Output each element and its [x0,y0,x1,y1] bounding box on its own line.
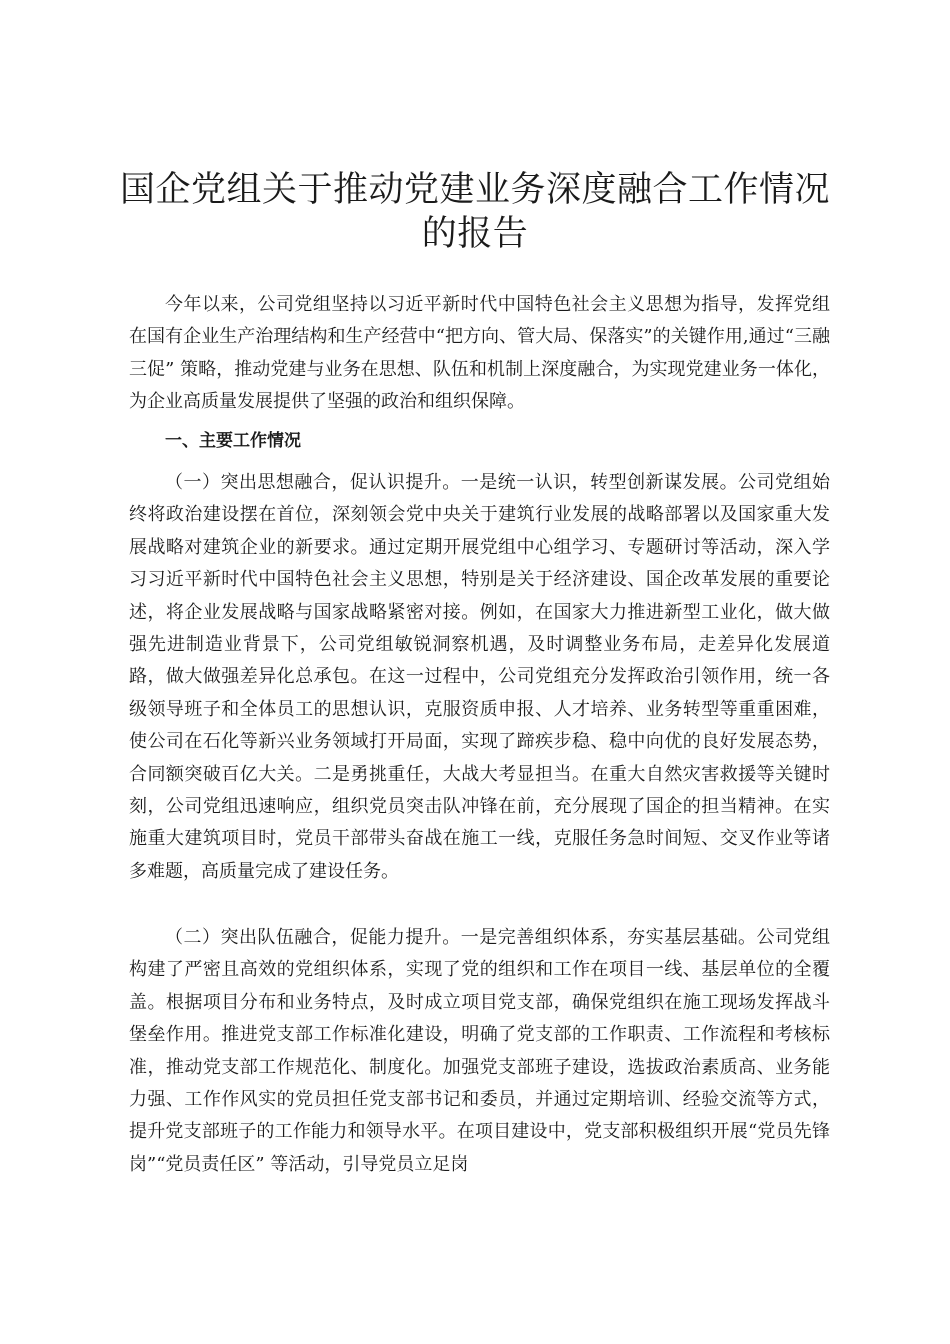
document-title [100,168,850,256]
section-1-paragraph: （一）突出思想融合，促认识提升。一是统一认识，转型创新谋发展。公司党组始终将政治建设摆在首位，深刻领会党中央关于建筑行业发展的战略部署以及国家重大发展战略对建筑企业的新要求。通过定期开展党组中心组学习、专题研讨等活动，深入学习习近平新时代中国特色社会主义思想，特别是关于经济建设、国企改革发展的重要论述，将企业发展战略与国家战略紧密对接。例如，在国家大力推进新型工业化，做大做强先进制造业背景下，公司党组敏锐洞察机遇，及时调整业务布局，走差异化发展道路，做大做强差异化总承包。在这一过程中，公司党组充分发挥政治引领作用，统一各级领导班子和全体员工的思想认识，克服资质申报、人才培养、业务转型等重重困难，使公司在石化等新兴业务领域打开局面，实现了蹄疾步稳、稳中向优的良好发展态势，合同额突破百亿大关。二是勇挑重任，大战大考显担当。在重大自然灾害救援等关键时刻，公司党组迅速响应，组织党员突击队冲锋在前，充分展现了国企的担当精神。在实施重大建筑项目时，党员干部带头奋战在施工一线，克服任务急时间短、交叉作业等诸多难题，高质量完成了建设任务。 [129,472,830,882]
title-line-1: 国企党组关于推动党建业务深度融合工作情况 [119,170,830,210]
intro-paragraph: 今年以来，公司党组坚持以习近平新时代中国特色社会主义思想为指导，发挥党组在国有企业生产治理结构和生产经营中“把方向、管大局、保落实”的关键作用,通过“三融三促” 策略，推动党建与业务在思想、队伍和机制上深度融合，为实现党建业务一体化，为企业高质量发展提供了坚强的政治和组织保障。 [129,294,830,413]
title-line-2: 的报告 [421,214,529,254]
section-2-paragraph: （二）突出队伍融合，促能力提升。一是完善组织体系，夯实基层基础。公司党组构建了严密且高效的党组织体系，实现了党的组织和工作在项目一线、基层单位的全覆盖。根据项目分布和业务特点，及时成立项目党支部，确保党组织在施工现场发挥战斗堡垒作用。推进党支部工作标准化建设，明确了党支部的工作职责、工作流程和考核标准，推动党支部工作规范化、制度化。加强党支部班子建设，选拔政治素质高、业务能力强、工作作风实的党员担任党支部书记和委员，并通过定期培训、经验交流等方式，提升党支部班子的工作能力和领导水平。在项目建设中，党支部积极组织开展“党员先锋岗”“党员责任区” 等活动，引导党员立足岗 [129,927,830,1175]
section-heading: 一、主要工作情况 [165,431,301,451]
